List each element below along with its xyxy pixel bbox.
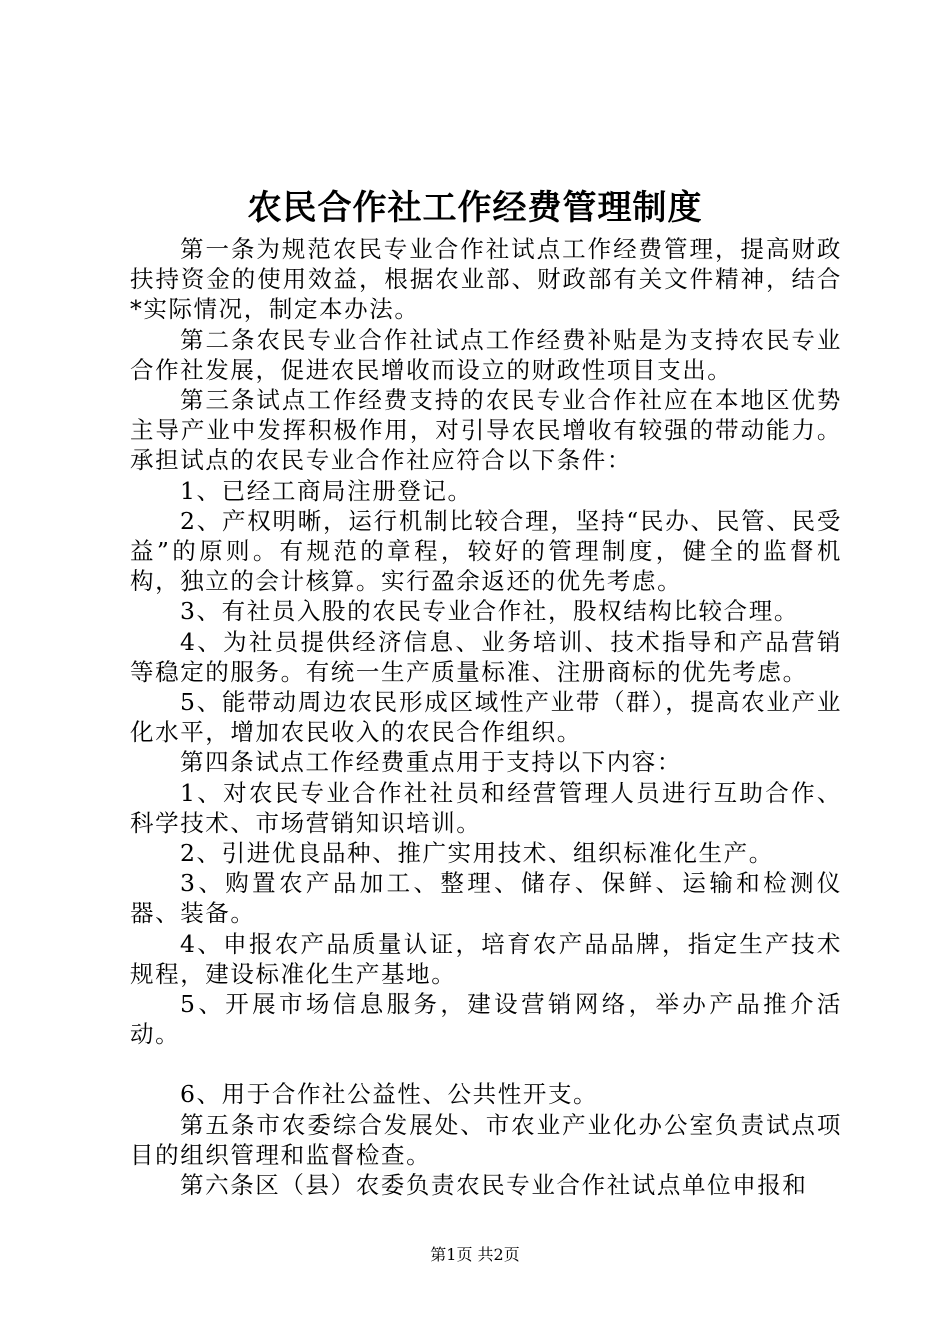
paragraph-support-1: 1、对农民专业合作社社员和经营管理人员进行互助合作、科学技术、市场营销知识培训。 [130, 778, 842, 837]
paragraph-article-2: 第二条农民专业合作社试点工作经费补贴是为支持农民专业合作社发展，促进农民增收而设立的财政性项目支出。 [130, 325, 842, 384]
paragraph-condition-5: 5、能带动周边农民形成区域性产业带（群），提高农业产业化水平，增加农民收入的农民合作组织。 [130, 688, 842, 747]
page-number: 第1页 [430, 1245, 473, 1264]
document-body [130, 234, 842, 1200]
paragraph-support-6: 6、用于合作社公益性、公共性开支。 [180, 1080, 599, 1109]
paragraph-support-5: 5、开展市场信息服务，建设营销网络，举办产品推介活动。 [130, 990, 842, 1049]
paragraph-condition-2: 2、产权明晰，运行机制比较合理，坚持“民办、民管、民受益”的原则。有规范的章程，较好的管理制度，健全的监督机构，独立的会计核算。实行盈余返还的优先考虑。 [130, 506, 842, 596]
document-title: 农民合作社工作经费管理制度 [247, 188, 703, 228]
paragraph-condition-4: 4、为社员提供经济信息、业务培训、技术指导和产品营销等稳定的服务。有统一生产质量标准、注册商标的优先考虑。 [130, 627, 842, 686]
paragraph-condition-1: 1、已经工商局注册登记。 [180, 476, 473, 505]
paragraph-article-5: 第五条市农委综合发展处、市农业产业化办公室负责试点项目的组织管理和监督检查。 [130, 1110, 842, 1169]
paragraph-article-6: 第六条区（县）农委负责农民专业合作社试点单位申报和 [180, 1171, 808, 1200]
paragraph-support-3: 3、购置农产品加工、整理、储存、保鲜、运输和检测仪器、装备。 [130, 869, 842, 928]
page-total: 共2页 [477, 1245, 520, 1264]
paragraph-support-2: 2、引进优良品种、推广实用技术、组织标准化生产。 [180, 839, 774, 868]
paragraph-article-1: 第一条为规范农民专业合作社试点工作经费管理，提高财政扶持资金的使用效益，根据农业部、财政部有关文件精神，结合*实际情况，制定本办法。 [130, 235, 842, 324]
paragraph-article-3: 第三条试点工作经费支持的农民专业合作社应在本地区优势主导产业中发挥积极作用，对引导农民增收有较强的带动能力。承担试点的农民专业合作社应符合以下条件： [130, 386, 842, 475]
paragraph-condition-3: 3、有社员入股的农民专业合作社，股权结构比较合理。 [180, 597, 799, 626]
paragraph-article-4: 第四条试点工作经费重点用于支持以下内容： [180, 748, 682, 777]
paragraph-support-4: 4、申报农产品质量认证，培育农产品品牌，指定生产技术规程，建设标准化生产基地。 [130, 929, 842, 988]
page-footer [0, 1244, 950, 1266]
